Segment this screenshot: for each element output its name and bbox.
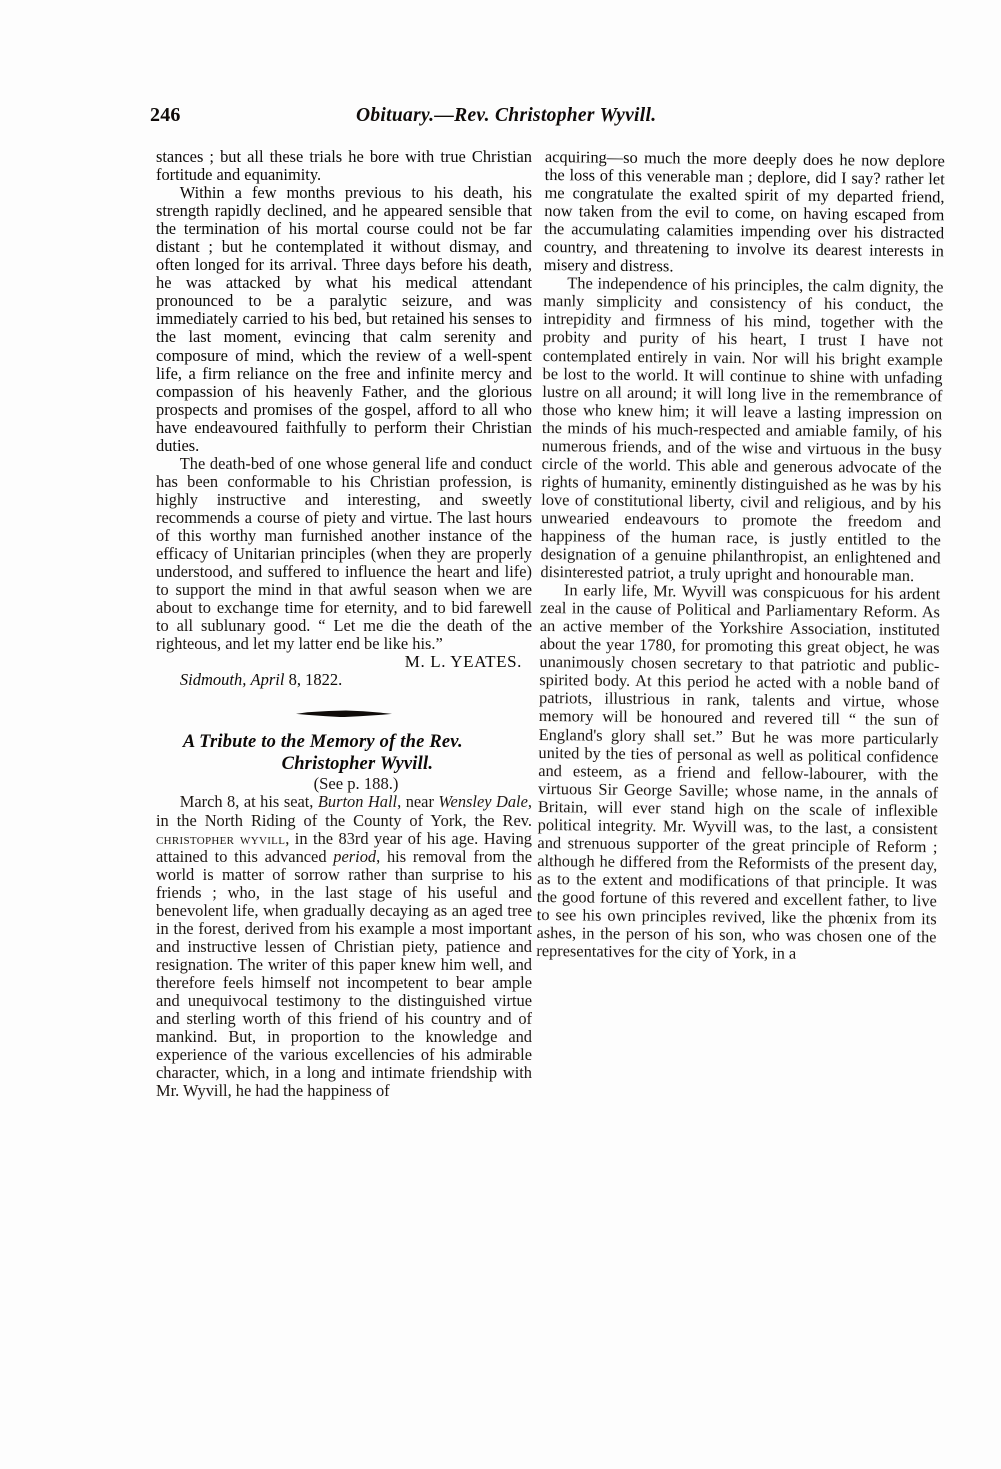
word-period: period	[333, 846, 377, 866]
article-text-a: March 8, at his seat,	[179, 792, 318, 812]
place-burton-hall: Burton Hall	[317, 792, 398, 812]
article-text-e: , his removal from the world is matter of sorrow rather than surprise to his friends ; who, in the last stage of his useful and benevolent life, when gradually decaying as an aged tree in the forest, derived from his example a most important and instructive lessen of Christian piety, patience and resignation. The writer of this paper knew him well, and therefore feels himself not incompetent to bear ample and unequivocal testimony to the distinguished virtue and sterling worth of this friend of his country and of mankind. But, in proportion to the knowledge and experience of the various excellencies of his admirable character, which, in a long and intimate friendship with Mr. Wyvill, he had the happiness of	[156, 846, 532, 1101]
dateline	[156, 671, 532, 689]
running-head	[150, 104, 850, 134]
paragraph-continued-left: stances ; but all these trials he bore with true Christian fortitude and equanimity.	[156, 147, 532, 185]
dateline-month: April	[250, 670, 285, 690]
paragraph-early-life: In early life, Mr. Wyvill was conspicuous for his ardent zeal in the cause of Political and Parliamentary Reform. As an active member of the Yorkshire Association, instituted about the year 1780, for promoting this great object, he was unanimously chosen secretary to that patriotic and public-spirited body. At this period he acted with a noble band of patriots, illustrious in rank, talents and virtue, whose memory will be honoured and revered till “ the sun of England's glory shall set.” But he was more particularly united by the ties of personal as well as political confidence and esteem, as a friend and fellow-labourer, with the virtuous Sir George Saville; whose name, in the annals of Britain, will ever stand high on the scale of inflexible political integrity. Mr. Wyvill was, to the last, a consistent and strenuous supporter of the great principle of Reform ; although he differed from the Reformists of the present day, as to the extent and modifications of that principle. It was the good fortune of this revered and excellent father, to live to see his own principles revived, like the phœnix from its ashes, in the person of his son, who was chosen one of the representatives for the city of York, in a	[536, 580, 941, 963]
article-title-line-1: A Tribute to the Memory of the Rev.	[182, 732, 463, 753]
paragraph-death-bed: The death-bed of one whose general life and conduct has been conformable to his Christian profession, is highly instructive and interesting, and sweetly recommends a course of piety and virtue. The last hours of this worthy man furnished another instance of the efficacy of Unitarian principles (when they are properly understood, and suffered to influence the heart and life) to support the mind in that awful season when we are about to exchange time for eternity, and to bid farewell to all sublunary good. “ Let me die the death of the righteous, and let my latter end be like his.”	[156, 453, 532, 654]
dateline-place: Sidmouth,	[179, 670, 247, 690]
paragraph-independence-of-principles: The independence of his principles, the calm dignity, the manly simplicity and consistency of his conduct, the intrepidity and firmness of his mind, together with the probity and purity of his heart, I trust I have not contemplated entirely in vain. Nor will his bright example be lost to the world. It will continue to shine with unfading lustre on all around; it will long live in the remembrance of those who knew him; it will leave a lasting impression on the minds of his much-respected and amiable family, of his numerous friends, and of the wise and virtuous in the busy circle of the world. This able and generous advocate of the rights of humanity, eminently distinguished as he was by his love of constitutional liberty, civil and religious, and by his unwearied endeavours to promote the freedom and happiness of the human race, is justly entitled to the designation of a genuine philanthropist, an enlightened and disinterested patriot, a truly upright and honourable man.	[540, 273, 944, 586]
article-text-c: , in the North Riding of the County of York, the Rev.	[156, 792, 532, 830]
article-text-b: , near	[397, 792, 439, 812]
article-text-d: , in the 83rd year of his age. Having attained to this advanced	[156, 828, 532, 866]
place-wensley-dale: Wensley Dale	[438, 792, 528, 812]
article-opening-paragraph	[156, 793, 532, 1100]
name-christopher-wyvill: christopher wyvill	[156, 828, 286, 848]
right-column	[536, 148, 945, 964]
tapered-rule-ornament	[296, 710, 392, 717]
article-title-line-2: Christopher Wyvill.	[281, 754, 434, 775]
article-cross-reference: (See p. 188.)	[313, 774, 399, 794]
dateline-date: 8, 1822.	[288, 670, 343, 690]
page-number: 246	[150, 104, 181, 126]
article-title	[156, 731, 532, 775]
author-signature: M. L. YEATES.	[404, 652, 522, 672]
paragraph-within-a-few-months: Within a few months previous to his death, his strength rapidly declined, and he appeared sensible that the termination of his mortal course could not be far distant ; but he contemplated it without dismay, and often longed for its arrival. Three days before his death, he was attacked by what his medical attendant pronounced to be a paralytic seizure, and was immediately carried to his bed, but retained his senses to the last moment, evincing that calm serenity and composure of mind, which the review of a well-spent life, a firm reliance on the free and infinite mercy and compassion of his heavenly Father, and the glorious prospects and promises of the gospel, afford to all who have endeavoured faithfully to perform their Christian duties.	[156, 183, 532, 455]
paragraph-continued-right: acquiring—so much the more deeply does he now deplore the loss of this venerable man ; deplore, did I say? rather let me congratulate the exalted spirit of my departed friend, now taken from the evil to come, on having escaped from the accumulating calamities impending over his distracted country, and threatening to involve its dearest interests in misery and distress.	[543, 147, 945, 276]
section-divider	[156, 707, 532, 717]
left-column	[156, 148, 532, 1100]
running-head-title: Obituary.—Rev. Christopher Wyvill.	[356, 105, 657, 126]
